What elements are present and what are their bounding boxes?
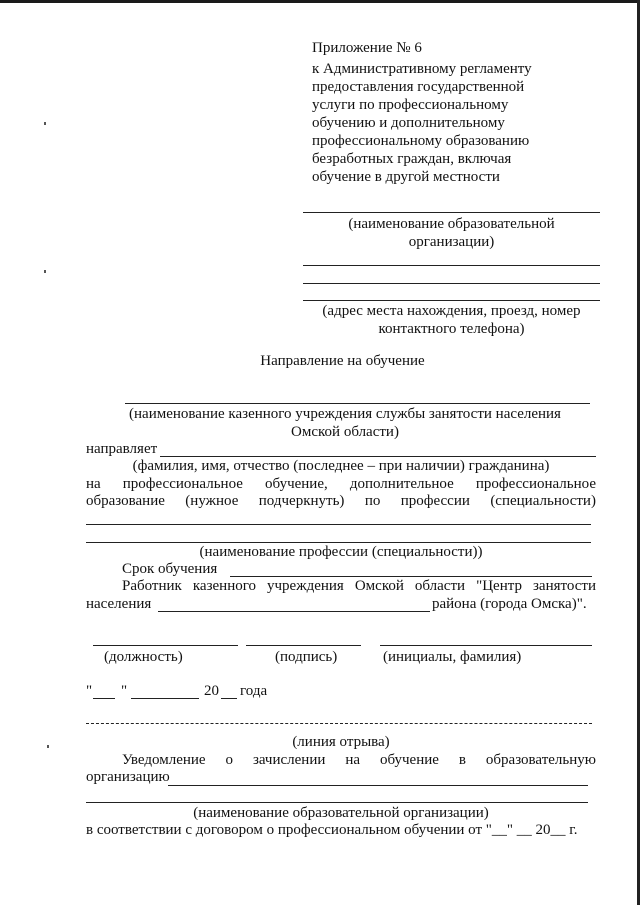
org-name-caption: организации) bbox=[408, 234, 495, 250]
agency-name-field[interactable] bbox=[125, 403, 590, 404]
scan-speck bbox=[47, 745, 49, 748]
name-field[interactable] bbox=[380, 645, 592, 646]
word: о bbox=[225, 752, 234, 768]
scan-speck bbox=[44, 270, 46, 273]
position-caption: (должность) bbox=[104, 649, 183, 665]
profession-field[interactable] bbox=[86, 524, 591, 525]
word: образовательную bbox=[485, 752, 596, 768]
word: дополнительное bbox=[349, 476, 454, 492]
word: образование bbox=[86, 493, 165, 509]
district-field[interactable] bbox=[158, 611, 430, 612]
district-suffix: района (города Омска)". bbox=[432, 596, 587, 612]
word: зачислении bbox=[252, 752, 326, 768]
appendix-line: к Административному регламенту bbox=[312, 61, 532, 77]
word: (специальности) bbox=[490, 493, 596, 509]
appendix-line: предоставления государственной bbox=[312, 79, 525, 95]
word: Омской bbox=[354, 578, 404, 594]
term-field[interactable] bbox=[230, 576, 592, 577]
notice-org-label: организацию bbox=[86, 769, 170, 785]
word: по bbox=[364, 493, 381, 509]
agency-caption: Омской области) bbox=[291, 424, 399, 440]
date-quote-close: " bbox=[121, 683, 128, 699]
notice-line bbox=[122, 752, 596, 769]
signature-caption: (подпись) bbox=[275, 649, 338, 665]
tear-line bbox=[86, 723, 592, 724]
word: Работник bbox=[122, 578, 182, 594]
appendix-line: профессиональному образованию bbox=[312, 133, 530, 149]
contract-text: в соответствии с договором о профессиональном обучении от "__" __ 20__ г. bbox=[86, 822, 578, 838]
person-name-field[interactable] bbox=[160, 456, 596, 457]
date-quote-open: " bbox=[86, 683, 93, 699]
word: казенного bbox=[192, 578, 256, 594]
word: Уведомление bbox=[122, 752, 206, 768]
document-title: Направление на обучение bbox=[260, 353, 425, 369]
notice-org-field[interactable] bbox=[168, 785, 588, 786]
word: профессии bbox=[400, 493, 470, 509]
position-field[interactable] bbox=[93, 645, 238, 646]
word: обучение bbox=[379, 752, 439, 768]
agency-caption: (наименование казенного учреждения службы занятости населения bbox=[129, 406, 561, 422]
program-line bbox=[86, 476, 596, 493]
word: области bbox=[414, 578, 466, 594]
date-year-suffix: года bbox=[240, 683, 268, 699]
org-name-caption: (наименование образовательной bbox=[348, 216, 555, 232]
word: подчеркнуть) bbox=[258, 493, 345, 509]
word: обучение, bbox=[265, 476, 328, 492]
appendix-line: Приложение № 6 bbox=[312, 40, 422, 56]
population-label: населения bbox=[86, 596, 152, 612]
notice-org-caption: (наименование образовательной организации) bbox=[193, 805, 489, 821]
date-year-field[interactable] bbox=[221, 698, 237, 699]
word: (нужное bbox=[185, 493, 239, 509]
address-field[interactable] bbox=[303, 300, 600, 301]
name-caption: (инициалы, фамилия) bbox=[383, 649, 522, 665]
tear-line-caption: (линия отрыва) bbox=[292, 734, 390, 750]
address-caption: (адрес места нахождения, проезд, номер bbox=[322, 303, 581, 319]
notice-org-field[interactable] bbox=[86, 802, 588, 803]
appendix-line: безработных граждан, включая bbox=[312, 151, 512, 167]
appendix-line: обучению и дополнительному bbox=[312, 115, 505, 131]
word: на bbox=[345, 752, 361, 768]
word: "Центр bbox=[476, 578, 522, 594]
word: в bbox=[458, 752, 466, 768]
scan-top-edge bbox=[0, 0, 640, 3]
appendix-line: обучение в другой местности bbox=[312, 169, 500, 185]
word: профессиональное bbox=[122, 476, 243, 492]
org-name-field[interactable] bbox=[303, 212, 600, 213]
word: учреждения bbox=[267, 578, 344, 594]
worker-line bbox=[122, 578, 596, 595]
profession-caption: (наименование профессии (специальности)) bbox=[199, 544, 483, 560]
word: профессиональное bbox=[475, 476, 596, 492]
sends-label: направляет bbox=[86, 441, 158, 457]
term-label: Срок обучения bbox=[122, 561, 218, 577]
signature-field[interactable] bbox=[246, 645, 361, 646]
scan-speck bbox=[44, 122, 46, 125]
word: занятости bbox=[532, 578, 596, 594]
person-caption: (фамилия, имя, отчество (последнее – при наличии) гражданина) bbox=[132, 458, 550, 474]
appendix-line: услуги по профессиональному bbox=[312, 97, 509, 113]
date-month-field[interactable] bbox=[131, 698, 199, 699]
word: на bbox=[86, 476, 101, 492]
address-field[interactable] bbox=[303, 283, 600, 284]
address-field[interactable] bbox=[303, 265, 600, 266]
date-year-prefix: 20 bbox=[204, 683, 219, 699]
program-line bbox=[86, 493, 596, 510]
address-caption: контактного телефона) bbox=[378, 321, 525, 337]
profession-field[interactable] bbox=[86, 542, 591, 543]
date-day-field[interactable] bbox=[93, 698, 115, 699]
